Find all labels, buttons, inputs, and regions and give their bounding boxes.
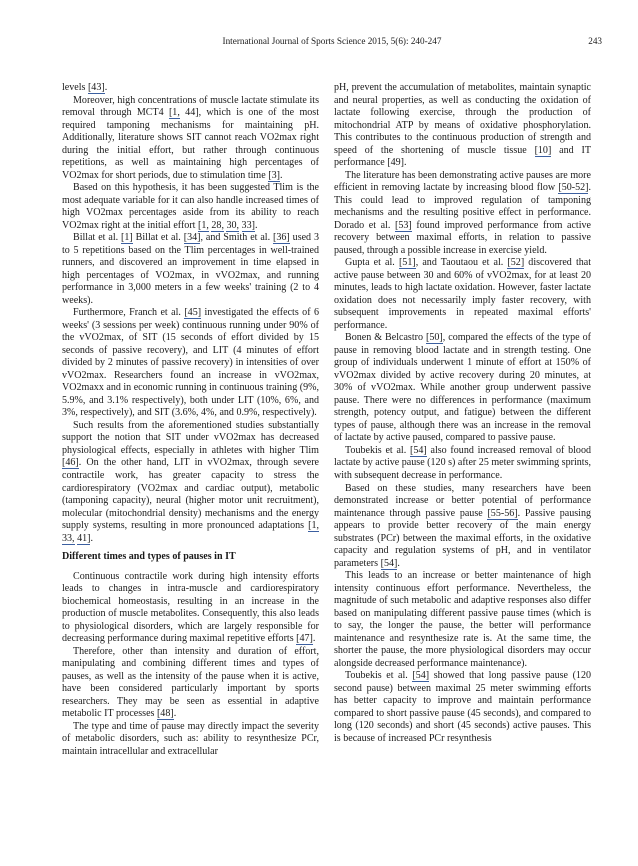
reference-link[interactable]: [45]: [184, 307, 202, 319]
reference-link[interactable]: [3]: [268, 169, 280, 181]
reference-link[interactable]: 30,: [226, 219, 240, 231]
reference-link[interactable]: [1,: [168, 107, 180, 119]
paragraph: Furthermore, Franch et al. [45] investigated the effects of 6 weeks' (3 sessions per week) continuous running under 90% of the vVO2max, of SIT (15 seconds of effort divided by 15 seconds of passive recovery), and LIT (4 minutes of effort divided by 2 minutes of passive recovery) in intensities of over vVO2max. Researchers found an increase in vVO2max, VO2maxx and in economic running in continuous training (9%, 5.9%, and 3.1% respectively), both under LIT (10%, 6%, and 3%, respectively), and SIT (3.6%, 4%, and 0.9%, respectively).: [62, 307, 319, 419]
reference-link[interactable]: 41]: [77, 532, 91, 544]
left-column: [62, 82, 319, 758]
reference-link[interactable]: [54]: [412, 670, 430, 682]
reference-link[interactable]: [46]: [62, 457, 79, 469]
paragraph: Toubekis et al. [54] also found increased removal of blood lactate by active pause (120 s) after 25 meter swimming sprints, with subsequent decrease in performance.: [334, 444, 591, 481]
running-header: [62, 36, 602, 50]
paragraph: The type and time of pause may directly impact the severity of metabolic disorders, such as: ability to resynthesize PCr, maintain intracellular and extracellular: [62, 720, 319, 757]
reference-link[interactable]: [55-56]: [487, 507, 518, 519]
reference-link[interactable]: [54]: [409, 444, 427, 456]
paragraph: This leads to an increase or better maintenance of high intensity continuous effort performance. Nevertheless, the magnitude of such metabolic and adaptive responses also differ based on manipulating different passive pause times (which is to say, the longer the pause, the better will performance maintenance and resynthesize rate is. At the same time, the shorter the pause, the more physiological disorders may occur alongside decreased performance maintenance).: [334, 570, 591, 669]
reference-link[interactable]: [43]: [87, 82, 105, 93]
reference-link[interactable]: [53]: [394, 219, 412, 231]
reference-link[interactable]: [10]: [534, 144, 552, 156]
reference-link[interactable]: [1,: [308, 520, 319, 532]
paragraph: The literature has been demonstrating active pauses are more efficient in removing lactate by increasing blood flow [50-52]. This could lead to improved regulation of tamponing mechanisms and the resulting positive effect in performance. Dorado et al. [53] found improved performance from active recovery between maximal efforts, in relation to passive paused, through a possible increase in exercise yield.: [334, 169, 591, 256]
paragraph: Moreover, high concentrations of muscle lactate stimulate its removal through MCT4 [1, 44], which is one of the most required tamponing mechanisms for maintaining pH. Additionally, literature shows SIT cannot reach VO2max right during the initial effort, but rather through continuous repetitions, as well as maintaining high percentages of VO2max for short periods, due to stimulation time [3].: [62, 94, 319, 181]
reference-link[interactable]: [51]: [398, 257, 416, 269]
page-number: 243: [588, 36, 602, 46]
reference-link[interactable]: [1]: [121, 232, 133, 244]
paragraph: Based on this hypothesis, it has been suggested Tlim is the most adequate variable for it can also handle increased times of high VO2max percentages aside from its ability to reach VO2max right at the initial effort [1, 28, 30, 33].: [62, 182, 319, 231]
reference-link[interactable]: [47]: [296, 633, 313, 645]
paragraph: Therefore, other than intensity and duration of effort, manipulating and combining different times and types of pauses, as well as the intensity of the pause when it is active, have been considered particularly important by sports researchers. They may be seen as essential in adaptive metabolic IT processes [48].: [62, 645, 319, 720]
paragraph: Based on these studies, many researchers have been demonstrated increase or better potential of performance maintenance through passive pause [55-56]. Passive pausing appears to provide better recovery of the main energy substrates (PCr) between the maximal efforts, in the oxidative capacity and regulation systems of pH, and in ventilator parameters [54].: [334, 482, 591, 569]
section-heading: Different times and types of pauses in IT: [62, 551, 236, 563]
journal-citation: International Journal of Sports Science 2015, 5(6): 240-247: [222, 36, 442, 46]
paragraph: Such results from the aforementioned studies substantially support the notion that SIT under vVO2max has decreased physiological effects, especially in athletes with higher Tlim [46]. On the other hand, LIT in vVO2max, through severe contractile work, has greater capacity to stress the cardiorespiratory (VO2max and cardiac output), metabolic (tamponing capacity), neural (higher motor unit recruitment), molecular (mitochondrial density) mechanisms and the energy supply systems, resulting in more pronounced adaptations [1, 33, 41].: [62, 419, 319, 544]
paragraph: Toubekis et al. [54] showed that long passive pause (120 second pause) between maximal 25 meter swimming efforts has better capacity to improve and maintain performance compared to short passive pause (45 seconds), and compared to long (120 seconds) and short (45 seconds) active pauses. This is because of increased PCr resynthesis: [334, 670, 591, 744]
reference-link[interactable]: [54]: [380, 557, 398, 569]
reference-link[interactable]: 28,: [211, 219, 224, 231]
right-column: [334, 82, 591, 745]
paragraph: Gupta et al. [51], and Taoutaou et al. [52] discovered that active pause between 30 and 60% of vVO2max, for at least 20 minutes, leads to high lactate oxidation. However, faster lactate oxidation does not necessarily imply faster recovery, with subsequent improvements in repeated maximal efforts' performance.: [334, 257, 592, 331]
reference-link[interactable]: [52]: [507, 257, 525, 269]
reference-link[interactable]: [1,: [197, 219, 209, 231]
reference-link[interactable]: [50]: [425, 332, 443, 344]
paragraph: levels [43].: [62, 82, 108, 93]
reference-link[interactable]: 33,: [62, 532, 75, 544]
reference-link[interactable]: [34]: [183, 232, 201, 244]
reference-link[interactable]: 33]: [241, 219, 255, 231]
paragraph: Bonen & Belcastro [50], compared the effects of the type of pause in removing blood lactate and in strength testing. One group of individuals underwent 1 minute of effort at 150% of vVO2max divided by active recovery during 20 minutes, at 30% of vVO2max. While another group underwent passive pause. There were no differences in performance (maximum strength, potency output, and fatigue) between the different types of pause, although there was an increase in the removal of lactate by active paused, compared to passive pause.: [334, 332, 591, 444]
paragraph: Continuous contractile work during high intensity efforts leads to changes in intra-muscle and cardiorespiratory biochemical homeostasis, resulting in an increase in the production of muscle metabolites. Consequently, this also leads to physiological disorders, which are largely responsible for decreasing performance during maximal repetitive efforts [47].: [62, 570, 319, 645]
reference-link[interactable]: [36]: [273, 232, 290, 244]
paragraph: pH, prevent the accumulation of metabolites, maintain synaptic and neural properties, as well as conducting the oxidation of lactate following exercise, through the production of mitochondrial ATP by means of oxidative phosphorylation. This contributes to the continuous production of strength and speed of the shortening of muscle tissue [10] and IT performance [49].: [334, 82, 591, 169]
paragraph: Billat et al. [1] Billat et al. [34], and Smith et al. [36] used 3 to 5 repetitions based on the Tlim percentages in well-trained runners, and discovered an improvement in time elapsed in high percentages of VO2max, in vVO2max, and running performance in 3,000 meters in a few weeks' training (2 to 4 weeks).: [62, 232, 320, 306]
reference-link[interactable]: [48]: [156, 708, 174, 720]
reference-link[interactable]: [50-52]: [558, 182, 589, 194]
